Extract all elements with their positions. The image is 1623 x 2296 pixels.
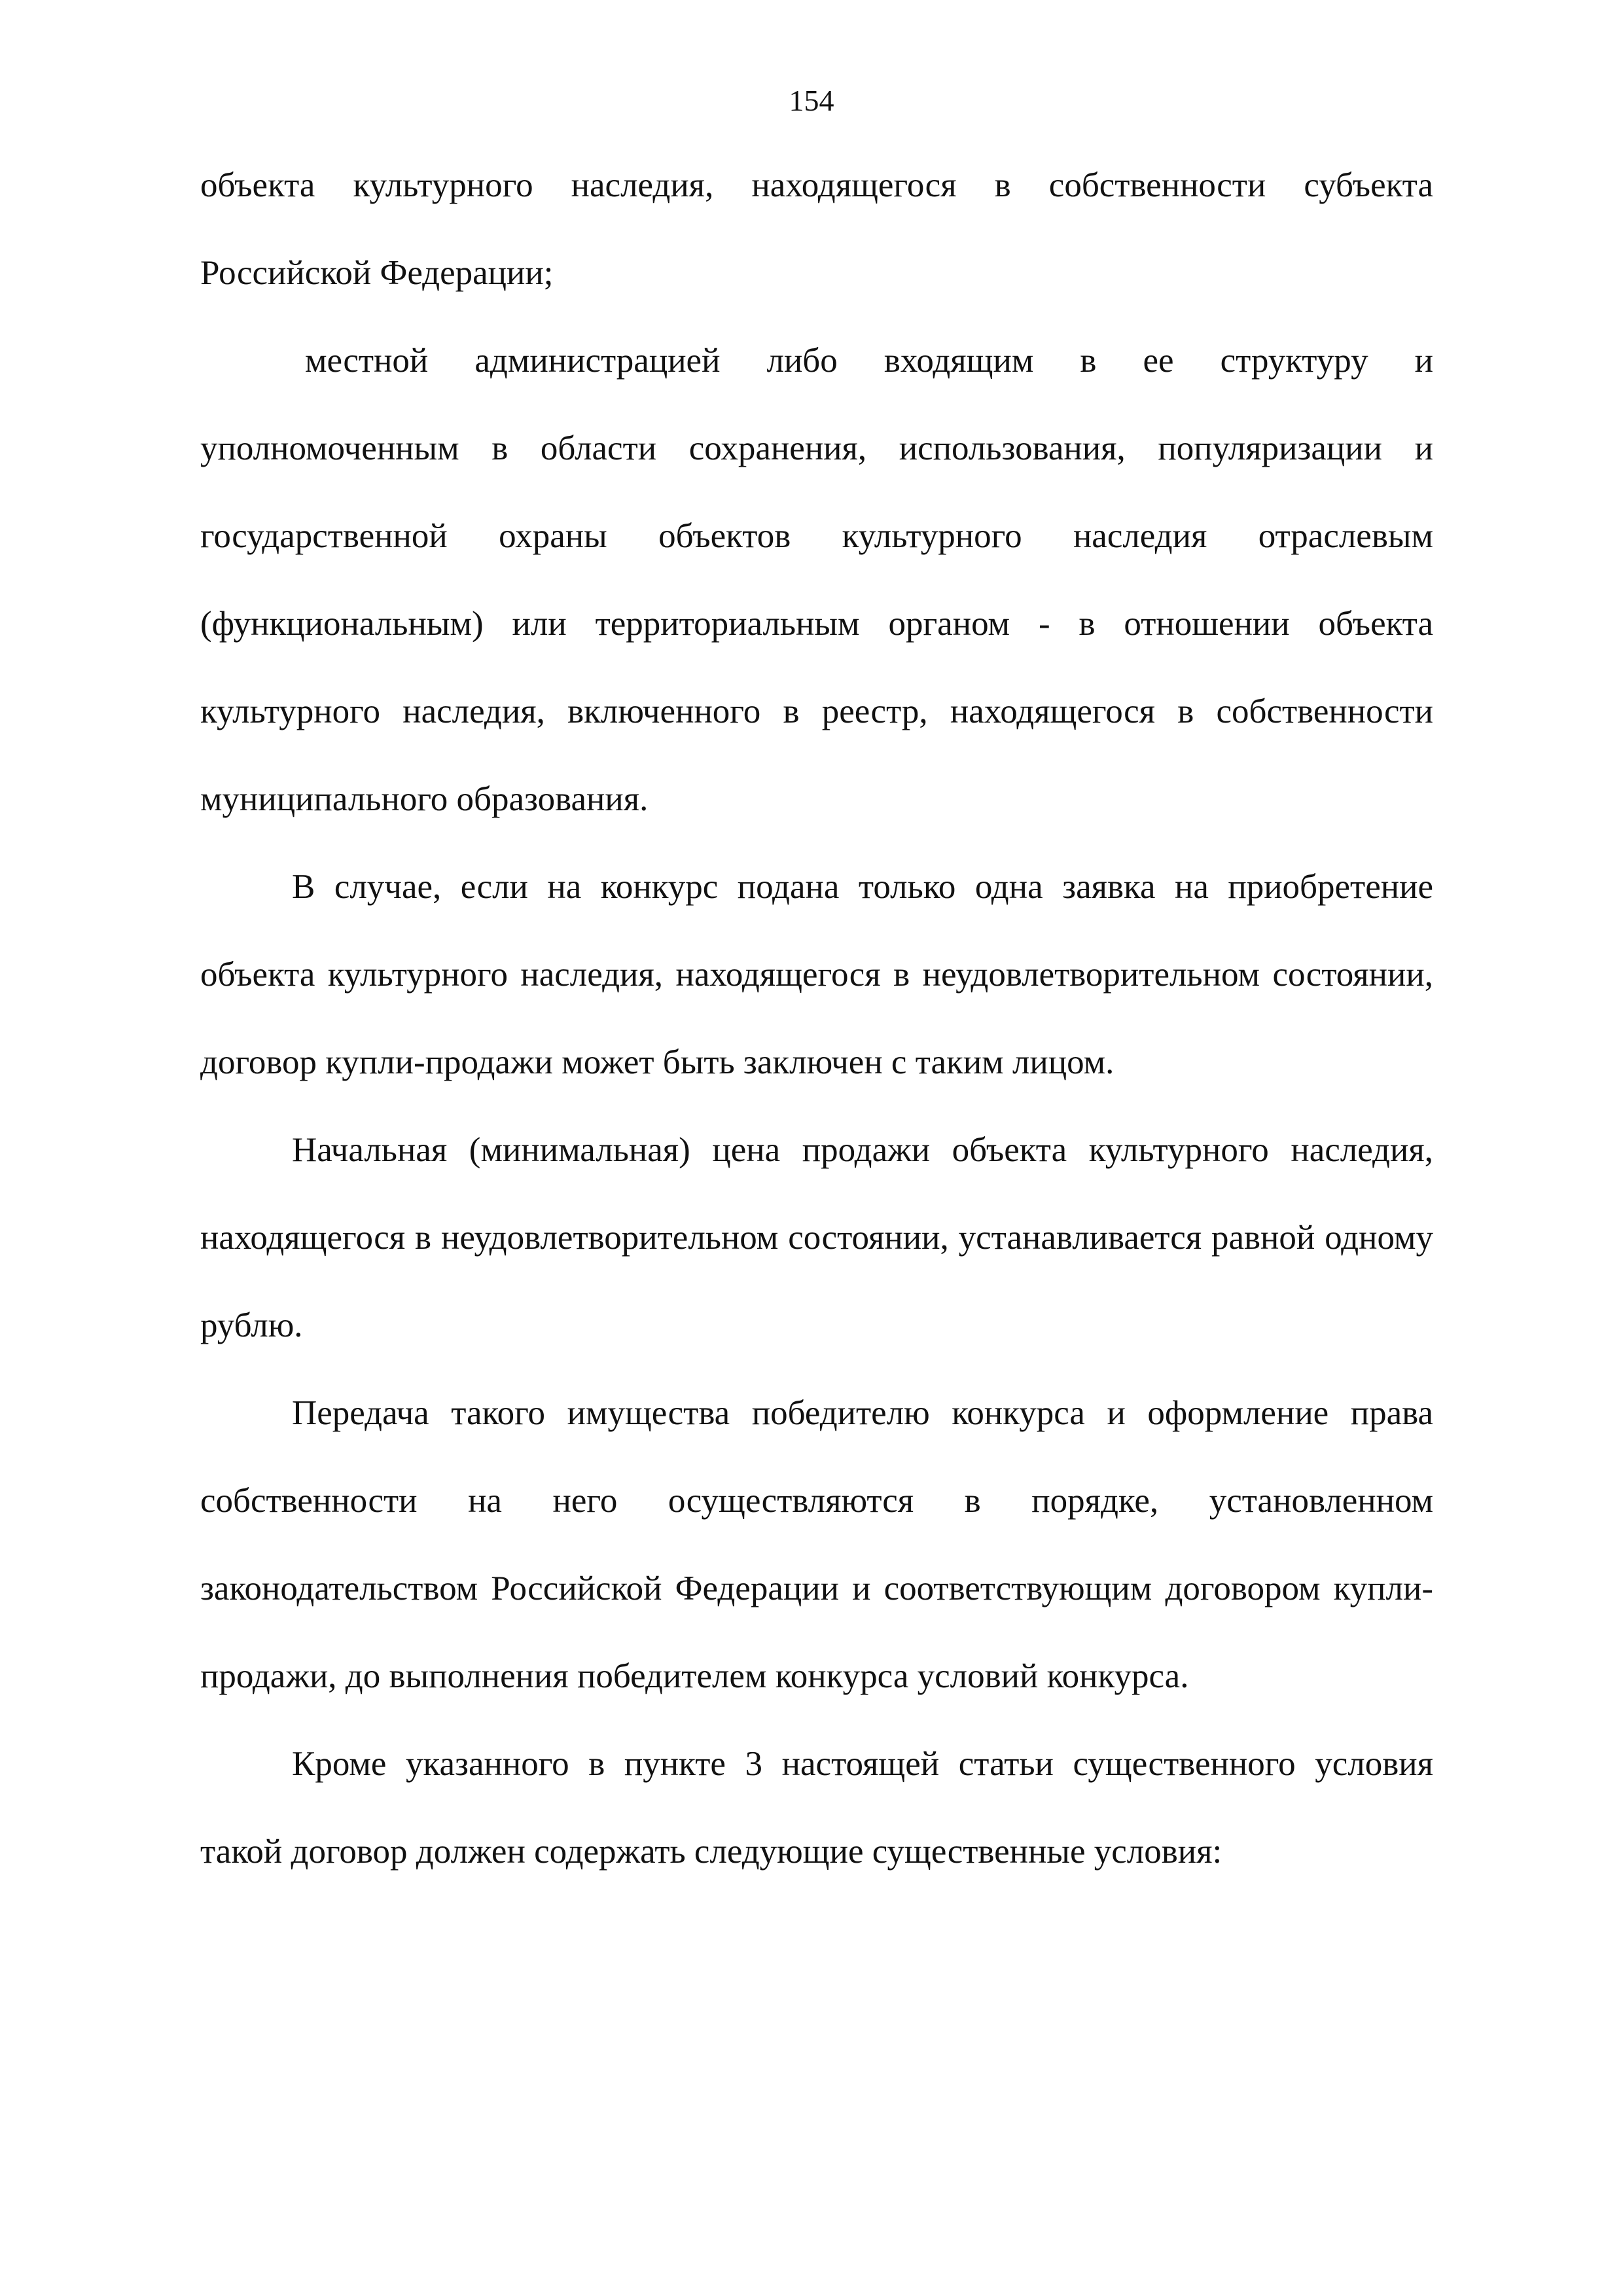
paragraph-single-application: В случае, если на конкурс подана только одна заявка на приобретение объекта культурного наследия, находящегося в неудовлетворительном состоянии, договор купли-продажи может быть заключен с таким лицом. [200,868,1433,1081]
paragraph-essential-conditions: Кроме указанного в пункте 3 настоящей статьи существенного условия такой договор должен содержать следующие существенные условия: [200,1745,1433,1871]
document-body [200,141,1433,1895]
paragraph-initial-price: Начальная (минимальная) цена продажи объекта культурного наследия, находящегося в неудовлетворительном состоянии, устанавливается равной одному рублю. [200,1131,1433,1344]
paragraph-local-administration: местной администрацией либо входящим в ее структуру и уполномоченным в области сохранения, использования, популяризации и государственной охраны объектов культурного наследия отраслевым (функциональным) или территориальным органом - в отношении объекта культурного наследия, включенного в реестр, находящегося в собственности муниципального образования. [200,342,1433,818]
page-number: 154 [789,84,834,117]
paragraph-continuation: объекта культурного наследия, находящегося в собственности субъекта Российской Федерации; [200,166,1433,292]
paragraph-property-transfer: Передача такого имущества победителю конкурса и оформление права собственности на него осуществляются в порядке, установленном законодательством Российской Федерации и соответствующим договором купли-продажи, до выполнения победителем конкурса условий конкурса. [200,1394,1433,1695]
